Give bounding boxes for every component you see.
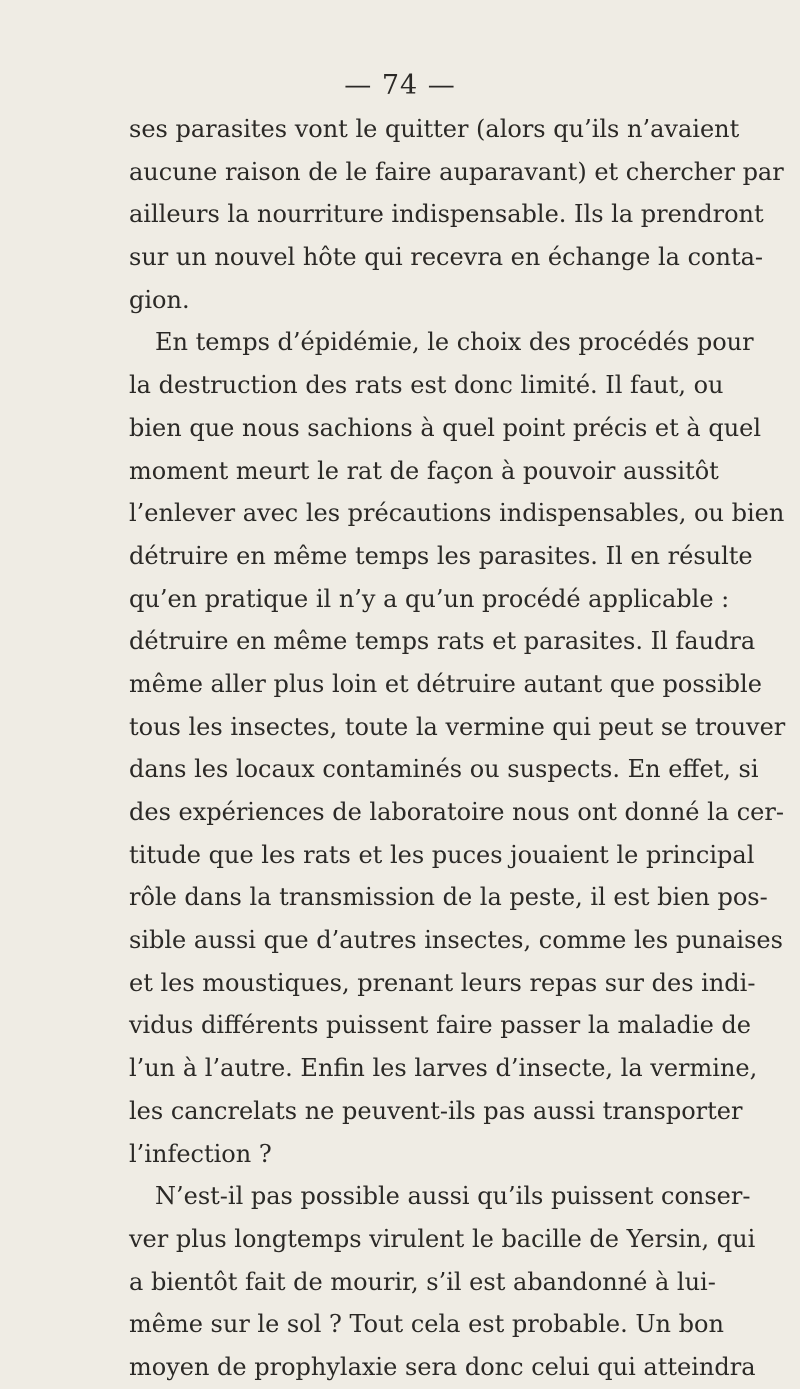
text-line: la destruction des rats est donc limité. Il faut, ou [129, 371, 724, 400]
text-line: bien que nous sachions à quel point précis et à quel [129, 413, 762, 442]
text-line: même aller plus loin et détruire autant que possible [129, 669, 762, 698]
text-line: l’infection ? [129, 1139, 272, 1168]
text-line: moyen de prophylaxie sera donc celui qui atteindra [129, 1352, 756, 1381]
text-line: et les moustiques, prenant leurs repas sur des indi- [129, 968, 756, 997]
text-line: a bientôt fait de mourir, s’il est abandonné à lui- [129, 1267, 716, 1296]
text-line: rôle dans la transmission de la peste, il est bien pos- [129, 883, 768, 912]
text-line: des expériences de laboratoire nous ont donné la cer- [129, 798, 784, 826]
text-line: l’un à l’autre. Enfin les larves d’insecte, la vermine, [129, 1054, 758, 1083]
text-line: moment meurt le rat de façon à pouvoir aussitôt [129, 456, 719, 485]
text-line: les cancrelats ne peuvent-ils pas aussi transporter [129, 1096, 743, 1125]
text-line: sur un nouvel hôte qui recevra en échange la conta- [129, 243, 764, 272]
text-line: l’enlever avec les précautions indispensables, ou bien [129, 499, 785, 528]
text-line: détruire en même temps les parasites. Il en résulte [129, 541, 753, 570]
text-line: ailleurs la nourriture indispensable. Ils la prendront [129, 200, 764, 229]
text-line: qu’en pratique il n’y a qu’un procédé applicable : [129, 584, 730, 613]
text-line: même sur le sol ? Tout cela est probable. Un bon [129, 1310, 724, 1339]
text-line: vidus différents puissent faire passer la maladie de [129, 1011, 751, 1040]
text-line: détruire en même temps rats et parasites. Il faudra [129, 627, 756, 656]
text-line: ses parasites vont le quitter (alors qu’ils n’avaient [129, 115, 740, 143]
text-line: dans les locaux contaminés ou suspects. En effet, si [129, 755, 759, 784]
text-line: tous les insectes, toute la vermine qui peut se trouver [129, 712, 786, 741]
text-line: gion. [129, 285, 190, 314]
text-line: N’est-il pas possible aussi qu’ils puissent conser- [155, 1182, 751, 1211]
text-line: En temps d’épidémie, le choix des procédés pour [155, 328, 754, 357]
text-line: ver plus longtemps virulent le bacille de Yersin, qui [129, 1224, 756, 1253]
body-text [129, 108, 786, 1389]
page-number: — 74 — [344, 70, 456, 101]
text-line: aucune raison de le faire auparavant) et chercher par [129, 157, 784, 186]
text-line: sible aussi que d’autres insectes, comme les punaises [129, 926, 783, 955]
text-line: titude que les rats et les puces jouaient le principal [129, 840, 755, 869]
